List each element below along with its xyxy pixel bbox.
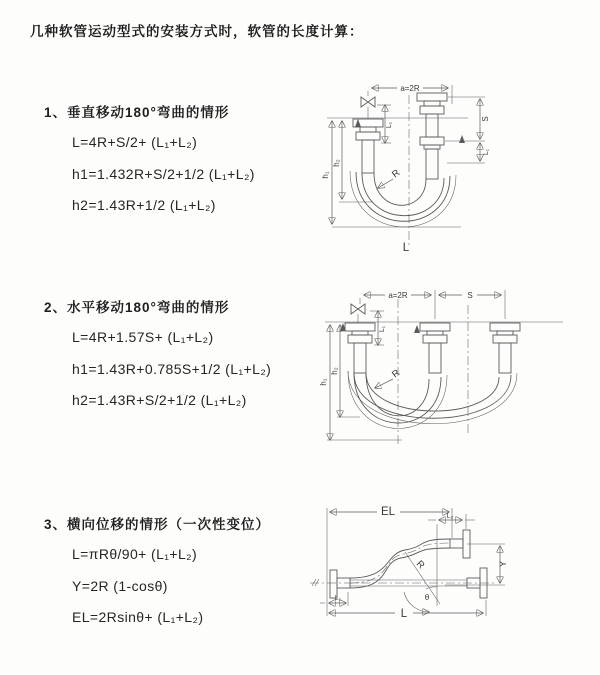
formula-l: L=πRθ/90+ (L₁+L₂) <box>72 546 198 562</box>
dim-label-y: Y <box>498 560 509 568</box>
dim-label-theta: θ <box>424 593 430 602</box>
section-1-heading: 1、垂直移动180°弯曲的情形 <box>44 105 230 120</box>
formula-y: Y=2R (1-cosθ) <box>72 577 168 594</box>
braided-hose-section <box>426 149 438 179</box>
braided-hose-section <box>354 343 366 373</box>
dim-y <box>445 544 509 585</box>
direction-arrow <box>355 119 361 127</box>
left-flange-assembly <box>353 119 383 173</box>
dim-l2 <box>428 513 475 529</box>
section-lateral-displacement <box>44 516 270 634</box>
dim-stroke-s <box>439 291 501 300</box>
dim-l <box>329 600 486 620</box>
dim-stroke-s <box>445 97 490 163</box>
direction-arrow <box>414 325 420 333</box>
dim-label-h1: h₁ <box>321 171 330 179</box>
formula-h1: h1=1.43R+0.785S+1/2 (L₁+L₂) <box>72 360 272 377</box>
dim-l1-left <box>377 105 393 143</box>
right-flange-assembly-moved <box>490 323 520 373</box>
left-flange-assembly <box>340 323 375 373</box>
dim-label-s: S <box>481 116 490 122</box>
dim-label-a2r: a=2R <box>400 84 420 93</box>
dim-label-l: L <box>402 242 410 254</box>
dim-label-el: EL <box>380 506 396 518</box>
dim-label-h2: h₂ <box>332 159 341 167</box>
dim-label-s: S <box>467 291 473 300</box>
dim-label-l1: L₁ <box>386 121 393 129</box>
u-hose-curves <box>350 171 456 227</box>
diagram-vertical-180-bend <box>315 75 600 255</box>
diagram-lateral-displacement <box>300 500 585 645</box>
right-flange-assembly <box>417 93 465 179</box>
formula-el: EL=2Rsinθ+ (L₁+L₂) <box>72 609 204 625</box>
dim-label-l2: L₂ <box>446 513 454 520</box>
dim-label-a2r: a=2R <box>388 291 408 300</box>
radius-callout <box>378 167 402 188</box>
section-horizontal-movement <box>44 299 271 417</box>
dim-label-l1: L₁ <box>379 325 386 333</box>
direction-arrow <box>459 135 465 143</box>
dim-label-l1-right: L₁ <box>483 148 490 156</box>
dim-label-h1: h₁ <box>319 378 328 386</box>
dim-label-h2: h₂ <box>330 367 339 375</box>
s-curve-hose <box>350 539 450 588</box>
diagram-3-drawing <box>300 500 585 645</box>
formula-h2: h2=1.43R+1/2 (L₁+L₂) <box>72 197 216 213</box>
formula-l: L=4R+1.57S+ (L₁+L₂) <box>72 329 214 345</box>
dim-label-r: R <box>390 367 403 381</box>
formula-l: L=4R+S/2+ (L₁+L₂) <box>72 134 198 150</box>
dim-label-r: R <box>390 167 403 181</box>
dim-span-a2r <box>364 291 431 300</box>
left-flange <box>330 570 350 598</box>
diagram-2-drawing <box>310 285 600 450</box>
middle-flange-assembly <box>414 323 450 373</box>
dim-l1 <box>320 592 348 606</box>
diagram-1-drawing <box>315 75 600 255</box>
radius-callout <box>405 552 440 604</box>
section-2-heading: 2、水平移动180°弯曲的情形 <box>44 300 230 315</box>
dim-label-l1: L₁ <box>334 595 342 602</box>
formula-h2: h2=1.43R+S/2+1/2 (L₁+L₂) <box>72 392 247 408</box>
braided-hose-section <box>429 343 441 373</box>
valve-icon <box>351 304 365 323</box>
dim-label-l: L <box>400 608 408 620</box>
valve-icon <box>361 97 375 119</box>
section-3-heading: 3、横向位移的情形（一次性变位） <box>44 517 271 532</box>
formula-h1: h1=1.432R+S/2+1/2 (L₁+L₂) <box>72 165 255 182</box>
dim-heights <box>319 325 402 440</box>
centerline-break-mark <box>312 579 319 586</box>
dim-label-r: R <box>413 558 427 572</box>
section-vertical-movement <box>44 104 255 222</box>
diagram-horizontal-180-bend <box>310 285 600 450</box>
u-hose-curves <box>348 371 517 429</box>
page-title: 几种软管运动型式的安装方式时，软管的长度计算： <box>30 24 364 39</box>
braided-hose-section <box>362 140 374 173</box>
